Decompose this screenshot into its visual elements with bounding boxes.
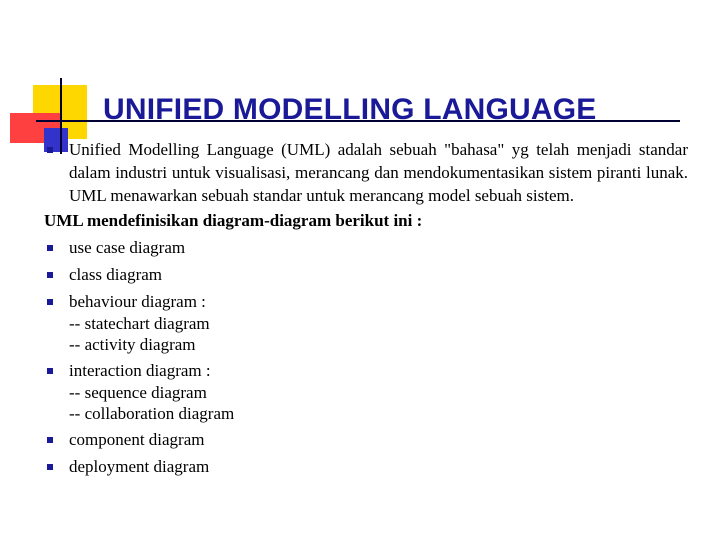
list-item-use-case — [44, 236, 688, 259]
list-item-interaction — [44, 359, 688, 382]
list-item-label: behaviour diagram : — [69, 292, 206, 311]
sub-item-sequence: -- sequence diagram — [69, 383, 207, 402]
diagram-list-heading: UML mendefinisikan diagram-diagram berikut ini : — [44, 211, 423, 230]
slide-body — [44, 138, 688, 478]
sub-item-statechart: -- statechart diagram — [69, 314, 210, 333]
list-item-class — [44, 263, 688, 286]
sub-item-collaboration: -- collaboration diagram — [69, 404, 235, 423]
list-item-label: use case diagram — [69, 238, 186, 257]
list-item-label: class diagram — [69, 265, 162, 284]
sub-item-activity: -- activity diagram — [69, 335, 196, 354]
list-item-deployment — [44, 455, 688, 478]
list-item-label: deployment diagram — [69, 457, 210, 476]
list-item-component — [44, 428, 688, 451]
list-item-label: component diagram — [69, 430, 205, 449]
list-item-label: interaction diagram : — [69, 361, 211, 380]
slide-title: UNIFIED MODELLING LANGUAGE — [103, 93, 597, 126]
intro-paragraph: Unified Modelling Language (UML) adalah sebuah "bahasa" yg telah menjadi standar dalam industri untuk visualisasi, merancang dan mendokumentasikan sistem piranti lunak. UML menawarkan sebuah standar untuk merancang model sebuah sistem. — [44, 138, 688, 207]
list-item-behaviour — [44, 290, 688, 313]
